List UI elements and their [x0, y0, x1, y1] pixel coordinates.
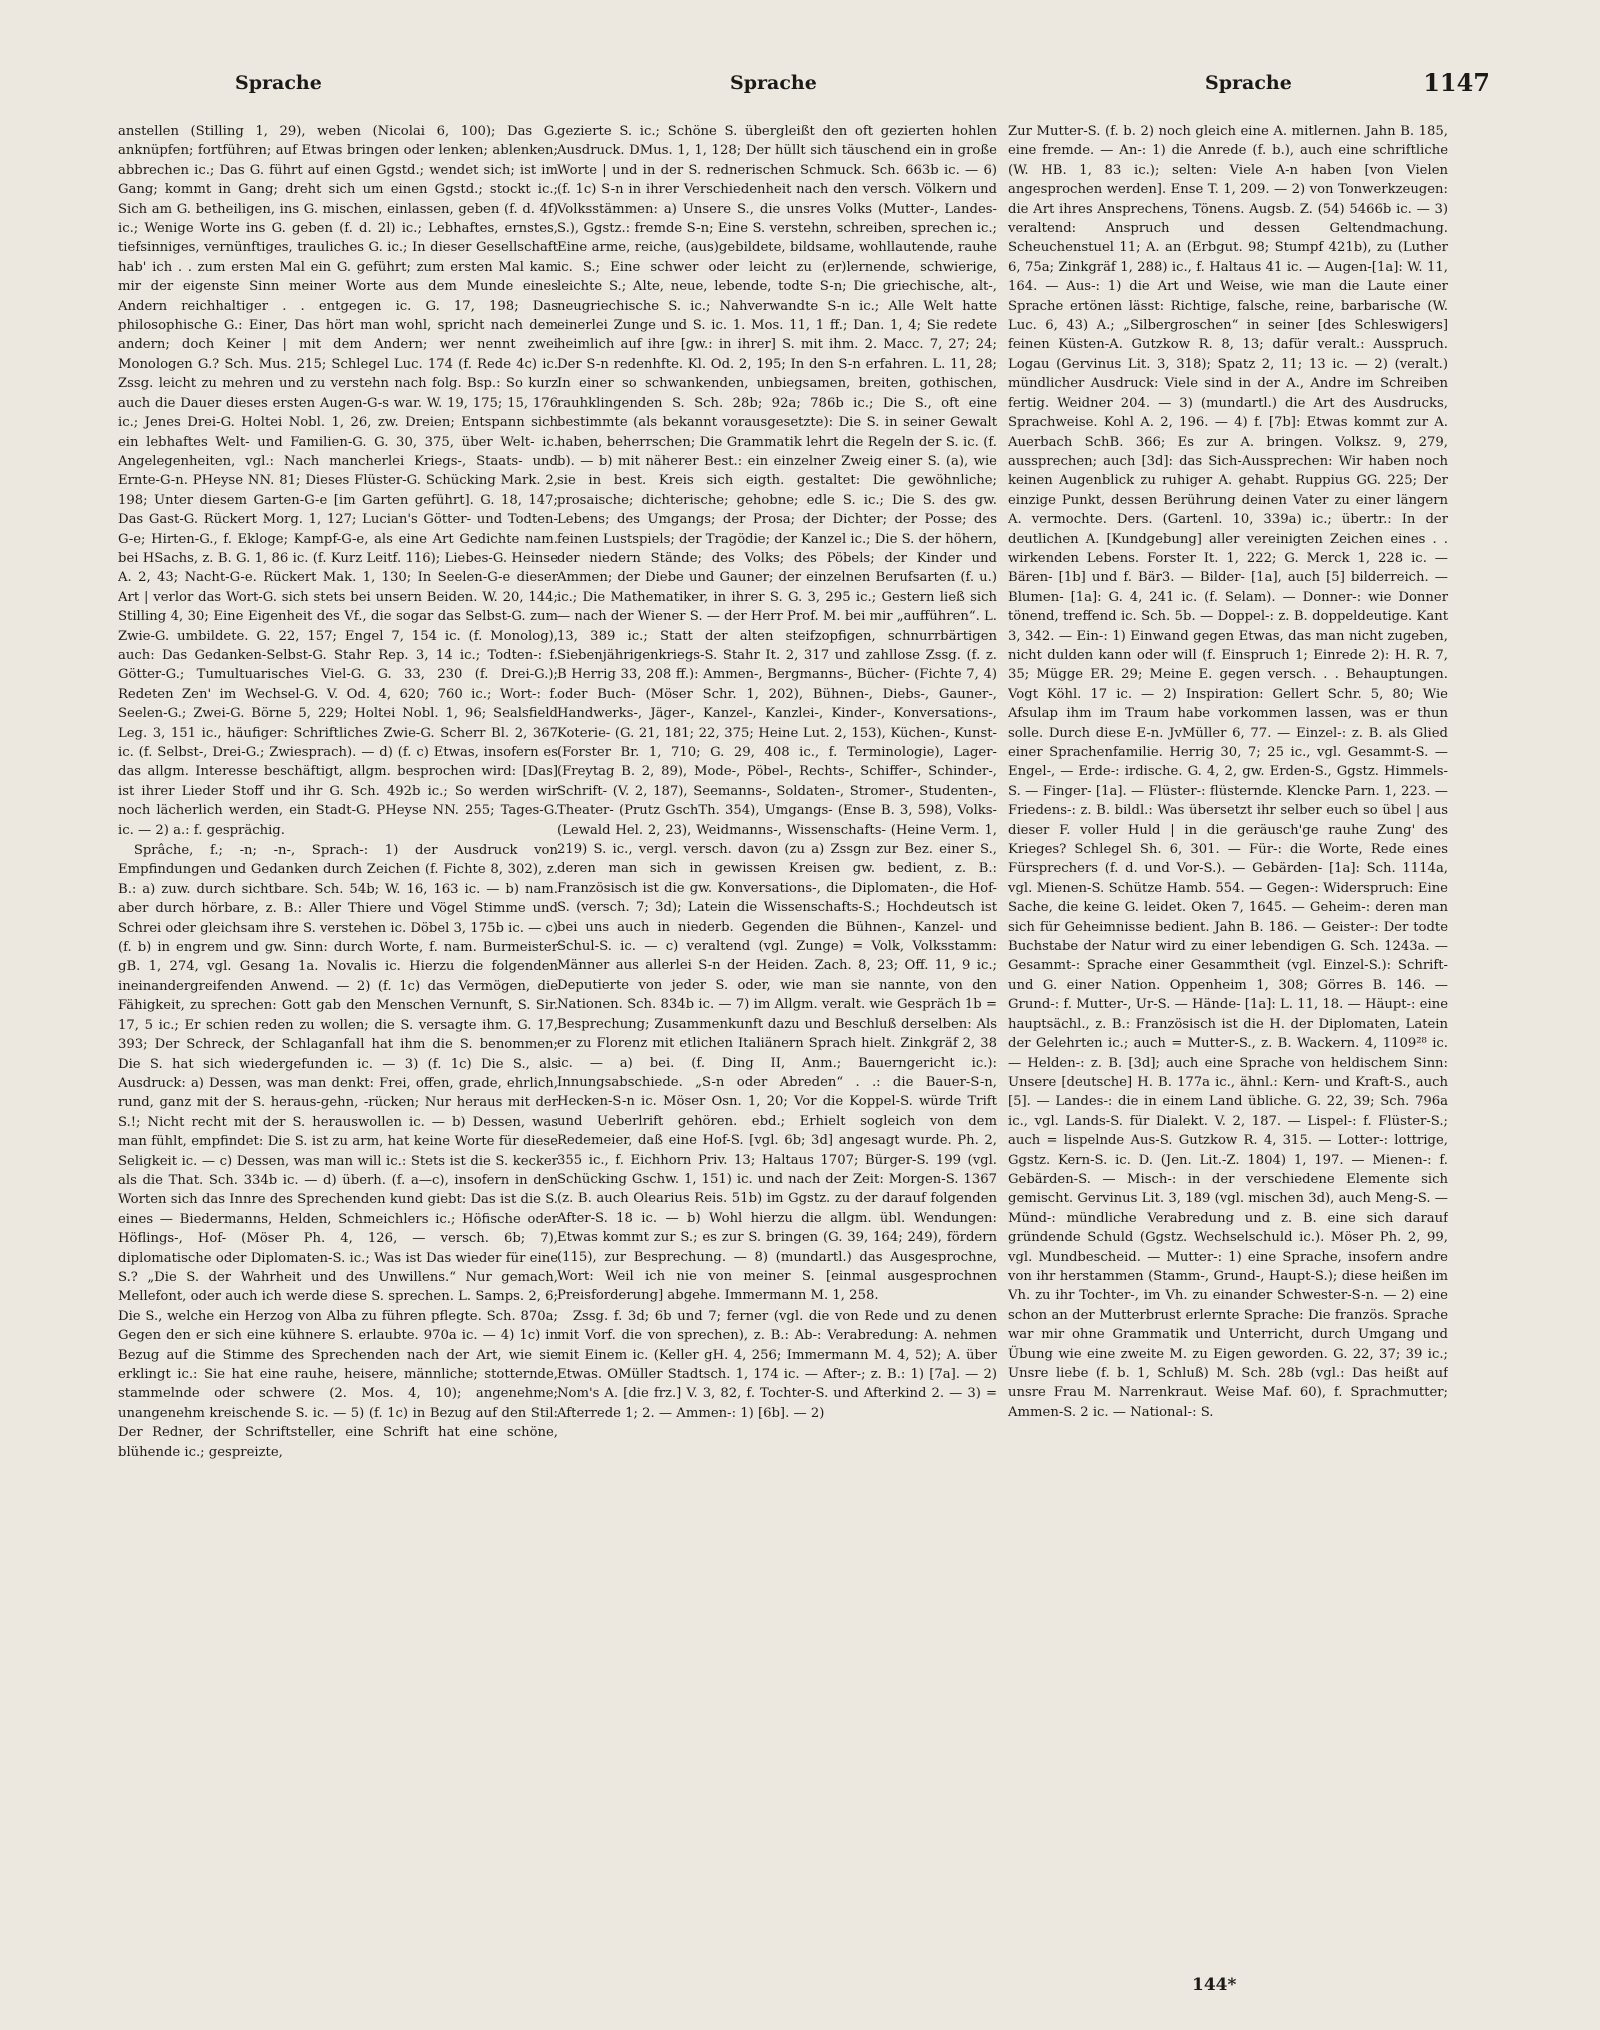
running-header: [110, 68, 1490, 106]
text-column-2: [557, 122, 997, 1967]
header-left-word: Sprache: [235, 72, 322, 94]
text-column-3: [1008, 122, 1448, 1967]
dictionary-entry-sprache: Sprâche, f.; -n; -n-, Sprach-: 1) der Ausdruck von Empfindungen und Gedanken durch Zeichen (f. Fichte 8, 302), z. B.: a) zuw. durch sichtbare. Sch. 54b; W. 16, 163 ic. — b) nam. aber durch hörbare, z. B.: Aller Thiere und Vögel Stimme und Schrei oder gleichsam ihre S. verstehen ic. Döbel 3, 175b ic. — c) (f. b) in engrem und gw. Sinn: durch Worte, f. nam. Burmeister gB. 1, 274, vgl. Gesang 1a. Novalis ic. Hierzu die folgenden ineinandergreifenden Anwend. — 2) (f. 1c) das Vermögen, die Fähigkeit, zu sprechen: Gott gab den Menschen Vernunft, S. Sir. 17, 5 ic.; Er schien reden zu wollen; die S. versagte ihm. G. 17, 393; Der Schreck, der Schlaganfall hat ihm die S. benommen; Die S. hat sich wiedergefunden ic. — 3) (f. 1c) Die S., als Ausdruck: a) Dessen, was man denkt: Frei, offen, grade, ehrlich, rund, ganz mit der S. heraus-gehn, -rücken; Nur heraus mit der S.!; Nicht recht mit der S. herauswollen ic. — b) Dessen, was man fühlt, empfindet: Die S. ist zu arm, hat keine Worte für diese Seligkeit ic. — c) Dessen, was man will ic.: Stets ist die S. kecker als die That. Sch. 334b ic. — d) überh. (f. a—c), insofern in den Worten sich das Innre des Sprechenden kund giebt: Das ist die S. eines — Biedermanns, Helden, Schmeichlers ic.; Höfische oder Höflings-, Hof- (Möser Ph. 4, 126, — versch. 6b; 7), diplomatische oder Diplomaten-S. ic.; Was ist Das wieder für eine S.? „Die S. der Wahrheit und des Unwillens.“ Nur gemach, Mellefont, oder auch ich werde diese S. sprechen. L. Samps. 2, 6; Die S., welche ein Herzog von Alba zu führen pflegte. Sch. 870a; Gegen den er sich eine kühnere S. erlaubte. 970a ic. — 4) 1c) in Bezug auf die Stimme des Sprechenden nach der Art, wie sie erklingt ic.: Sie hat eine rauhe, heisere, männliche; stotternde, stammelnde oder schwere (2. Mos. 4, 10); angenehme; unangenehm kreischende S. ic. — 5) (f. 1c) in Bezug auf den Stil: Der Redner, der Schriftsteller, eine Schrift hat eine schöne, blühende ic.; gespreizte,: [118, 843, 558, 1460]
column-paragraph: gezierte S. ic.; Schöne S. übergleißt den oft gezierten hohlen Ausdruck. DMus. 1, 1, 128; Der hüllt sich täuschend ein in große Worte | und in der S. rednerischen Schmuck. Sch. 663b ic. — 6) (f. 1c) S-n in ihrer Verschiedenheit nach den versch. Völkern und Volksstämmen: a) Unsere S., die unsres Volks (Mutter-, Landes-S.), Ggstz.: fremde S-n; Eine S. verstehn, schreiben, sprechen ic.; Eine arme, reiche, (aus)gebildete, bildsame, wohllautende, rauhe ic. S.; Eine schwer oder leicht zu (er)lernende, schwierige, leichte S.; Alte, neue, lebende, todte S-n; Die griechische, alt-, neugriechische S. ic.; Nahverwandte S-n ic.; Alle Welt hatte einerlei Zunge und S. ic. 1. Mos. 11, 1 ff.; Dan. 1, 4; Sie redete heimlich auf ihre [gw.: in ihrer] S. mit ihm. 2. Macc. 7, 27; 24; Der S-n redenhfte. Kl. Od. 2, 195; In den S-n erfahren. L. 11, 28; In einer so schwankenden, unbiegsamen, breiten, gothischen, rauhklingenden S. Sch. 28b; 92a; 786b ic.; Die S., oft eine bestimmte (als bekannt vorausgesetzte): Die S. in seiner Gewalt haben, beherrschen; Die Grammatik lehrt die Regeln der S. ic. (f. b). — b) mit näherer Best.: ein einzelner Zweig einer S. (a), wie sie in best. Kreis sich eigth. gestaltet: Die gewöhnliche; prosaische; dichterische; gehobne; edle S. ic.; Die S. des gw. Lebens; des Umgangs; der Prosa; der Dichter; der Posse; des feinen Lustspiels; der Tragödie; der Kanzel ic.; Die S. der höhern, der niedern Stände; des Volks; des Pöbels; der Kinder und Ammen; der Diebe und Gauner; der einzelnen Berufsarten (f. u.) ic.; Die Mathematiker, in ihrer S. G. 3, 295 ic.; Gestern ließ sich — nach der Wiener S. — der Herr Prof. M. bei mir „aufführen“. L. 13, 389 ic.; Statt der alten steifzopfigen, schnurrbärtigen Siebenjährigenkriegs-S. Stahr It. 2, 317 und zahllose Zssg. (f. z. B Herrig 33, 208 ff.): Ammen-, Bergmanns-, Bücher- (Fichte 7, 4) oder Buch- (Möser Schr. 1, 202), Bühnen-, Diebs-, Gauner-, Handwerks-, Jäger-, Kanzel-, Kanzlei-, Kinder-, Konversations-, Koterie- (G. 21, 181; 22, 375; Heine Lut. 2, 153), Küchen-, Kunst- (Forster Br. 1, 710; G. 29, 408 ic., f. Terminologie), Lager- (Freytag B. 2, 89), Mode-, Pöbel-, Rechts-, Schiffer-, Schinder-, Schrift- (V. 2, 187), Seemanns-, Soldaten-, Stromer-, Studenten-, Theater- (Prutz GschTh. 354), Umgangs- (Ense B. 3, 598), Volks- (Lewald Hel. 2, 23), Weidmanns-, Wissenschafts- (Heine Verm. 1, 219) S. ic., vergl. versch. davon (zu a) Zssgn zur Bez. einer S., deren man sich in gewissen Kreisen gw. bedient, z. B.: Französisch ist die gw. Konversations-, die Diplomaten-, die Hof-S. (versch. 7; 3d); Latein die Wissenschafts-S.; Hochdeutsch ist bei uns auch in niederb. Gegenden die Bühnen-, Kanzel- und Schul-S. ic. — c) veraltend (vgl. Zunge) = Volk, Volksstamm: Männer aus allerlei S-n der Heiden. Zach. 8, 23; Off. 11, 9 ic.; Deputierte von jeder S. oder, wie man sie nannte, von den Nationen. Sch. 834b ic. — 7) im Allgm. veralt. wie Gespräch 1b = Besprechung; Zusammenkunft dazu und Beschluß derselben: Als er zu Florenz mit etlichen Italiänern Sprach hielt. Zinkgräf 2, 38 ic. — a) bei. (f. Ding II, Anm.; Bauerngericht ic.): Innungsabschiede. „S-n oder Abreden“ . .: die Bauer-S-n, Hecken-S-n ic. Möser Osn. 1, 20; Vor die Koppel-S. würde Trift und Ueberlrift gehören. ebd.; Erhielt sogleich von dem Redemeier, daß eine Hof-S. [vgl. 6b; 3d] angesagt wurde. Ph. 2, 355 ic., f. Eichhorn Priv. 13; Haltaus 1707; Bürger-S. 199 (vgl. Schücking Gschw. 1, 151) ic. und nach der Zeit: Morgen-S. 1367 (z. B. auch Olearius Reis. 51b) im Ggstz. zu der darauf folgenden After-S. 18 ic. — b) Wohl hierzu die allgm. übl. Wendungen: Etwas kommt zur S.; es zur S. bringen (G. 39, 164; 249), fördern (115), zur Besprechung. — 8) (mundartl.) das Ausgesprochne, Wort: Weil ich nie von meiner S. [einmal ausgesprochnen Preisforderung] abgehe. Immermann M. 1, 258.: [557, 124, 997, 1304]
page-number: 1147: [1423, 68, 1490, 97]
header-right-word: Sprache: [1205, 72, 1292, 94]
header-center-word: Sprache: [730, 72, 817, 94]
column-paragraph: anstellen (Stilling 1, 29), weben (Nicolai 6, 100); Das G. anknüpfen; fortführen; auf Etwas bringen oder lenken; ablenken; abbrechen ic.; Das G. führt auf einen Ggstd.; wendet sich; ist im Gang; kommt in Gang; dreht sich um einen Ggstd.; stockt ic.; Sich am G. betheiligen, ins G. mischen, einlassen, geben (f. d. 4f) ic.; Wenige Worte ins G. geben (f. d. 2l) ic.; Lebhaftes, ernstes, tiefsinniges, vernünftiges, trauliches G. ic.; In dieser Gesellschaft hab' ich . . zum ersten Mal ein G. geführt; zum ersten Mal kam mir der eigenste Sinn meiner Worte aus dem Munde eines Andern reichhaltiger . . entgegen ic. G. 17, 198; Das philosophische G.: Einer, Das hört man wohl, spricht nach dem andern; doch Keiner | mit dem Andern; wer nennt zwei Monologen G.? Sch. Mus. 215; Schlegel Luc. 174 (f. Rede 4c) ic. Zssg. leicht zu mehren und zu verstehn nach folg. Bsp.: So kurz auch die Dauer dieses ersten Augen-G-s war. W. 19, 175; 15, 176 ic.; Jenes Drei-G. Holtei Nobl. 1, 26, zw. Dreien; Entspann sich ein lebhaftes Welt- und Familien-G. G. 30, 375, über Welt- ic. Angelegenheiten, vgl.: Nach mancherlei Kriegs-, Staats- und Ernte-G-n. PHeyse NN. 81; Dieses Flüster-G. Schücking Mark. 2, 198; Unter diesem Garten-G-e [im Garten geführt]. G. 18, 147; Das Gast-G. Rückert Morg. 1, 127; Lucian's Götter- und Todten-G-e; Hirten-G., f. Ekloge; Kampf-G-e, als eine Art Gedichte nam. bei HSachs, z. B. G. 1, 86 ic. (f. Kurz Leitf. 116); Liebes-G. Heinse A. 2, 43; Nacht-G-e. Rückert Mak. 1, 130; In Seelen-G-e dieser Art | verlor das Wort-G. sich stets bei unsern Beiden. W. 20, 144; Stilling 4, 30; Eine Eigenheit des Vf., die sogar das Selbst-G. zum Zwie-G. umbildete. G. 22, 157; Engel 7, 154 ic. (f. Monolog), auch: Das Gedanken-Selbst-G. Stahr Rep. 3, 14 ic.; Todten-: f. Götter-G.; Tumultuarisches Viel-G. G. 33, 230 (f. Drei-G.); Redeten Zen' im Wechsel-G. V. Od. 4, 620; 760 ic.; Wort-: f. Seelen-G.; Zwei-G. Börne 5, 229; Holtei Nobl. 1, 96; Sealsfield Leg. 3, 151 ic., häufiger: Schriftliches Zwie-G. Scherr Bl. 2, 367 ic. (f. Selbst-, Drei-G.; Zwiesprach). — d) (f. c) Etwas, insofern es das allgm. Interesse beschäftigt, allgm. besprochen wird: [Das] ist ihrer Lieder Stoff und ihr G. Sch. 492b ic.; So werden wir noch lächerlich werden, ein Stadt-G. PHeyse NN. 255; Tages-G. ic. — 2) a.: f. gesprächig.: [118, 124, 558, 838]
column-paragraph: Zur Mutter-S. (f. b. 2) noch gleich eine A. mitlernen. Jahn B. 185, eine fremde. — An-: 1) die Anrede (f. b.), auch eine schriftliche (W. HB. 1, 83 ic.); selten: Viele A-n haben [von Vielen angesprochen werden]. Ense T. 1, 209. — 2) von Tonwerkzeugen: die Art ihres Ansprechens, Tönens. Augsb. Z. (54) 5466b ic. — 3) veraltend: Anspruch und dessen Geltendmachung. Scheuchenstuel 11; A. an (Erbgut. 98; Stumpf 421b), zu (Luther 6, 75a; Zinkgräf 1, 288) ic., f. Haltaus 41 ic. — Augen-[1a]: W. 11, 164. — Aus-: 1) die Art und Weise, wie man die Laute einer Sprache ertönen lässt: Richtige, falsche, reine, barbarische (W. Luc. 6, 43) A.; „Silbergroschen“ in seiner [des Schleswigers] feinen Küsten-A. Gutzkow R. 8, 13; dafür veralt.: Ausspruch. Logau (Gervinus Lit. 3, 318); Spatz 2, 11; 13 ic. — 2) (veralt.) mündlicher Ausdruck: Viele sind in der A., Andre im Schreiben fertig. Weidner 204. — 3) (mundartl.) die Art des Ausdrucks, Sprachweise. Kohl A. 2, 196. — 4) f. [7b]: Etwas kommt zur A. Auerbach SchB. 366; Es zur A. bringen. Volksz. 9, 279, aussprechen; auch [3d]: das Sich-Aussprechen: Wir haben noch keinen Augenblick zu ruhiger A. gehabt. Ruppius GG. 225; Der einzige Punkt, dessen Berührung deinen Vater zu einer längern A. vermochte. Ders. (Gartenl. 10, 339a) ic.; übertr.: In der deutlichen A. [Kundgebung] aller vereinigten Zeichen eines . . wirkenden Lebens. Forster It. 1, 222; G. Merck 1, 228 ic. — Bären- [1b] und f. Bär3. — Bilder- [1a], auch [5] bilderreich. — Blumen- [1a]: G. 4, 241 ic. (f. Selam). — Donner-: wie Donner tönend, treffend ic. Sch. 5b. — Doppel-: z. B. doppeldeutige. Kant 3, 342. — Ein-: 1) Einwand gegen Etwas, das man nicht zugeben, nicht dulden kann oder will (f. Einspruch 1; Einrede 2): H. R. 7, 35; Mügge ER. 29; Meine E. gegen versch. . . Behauptungen. Vogt Köhl. 17 ic. — 2) Inspiration: Gellert Schr. 5, 80; Wie Afsulap ihm im Traum habe vorkommen lassen, was er thun solle. Durch diese E-n. JvMüller 6, 77. — Einzel-: z. B. als Glied einer Sprachenfamilie. Herrig 30, 7; 25 ic., vgl. Gesammt-S. — Engel-, — Erde-: irdische. G. 4, 2, gw. Erden-S., Ggstz. Himmels-S. — Finger- [1a]. — Flüster-: flüsternde. Klencke Parn. 1, 223. — Friedens-: z. B. bildl.: Was übersetzt ihr selber euch so übel | aus dieser F. voller Huld | in die geräusch'ge rauhe Zung' des Krieges? Schlegel Sh. 6, 301. — Für-: die Worte, Rede eines Fürsprechers (f. d. und Vor-S.). — Gebärden- [1a]: Sch. 1114a, vgl. Mienen-S. Schütze Hamb. 554. — Gegen-: Widerspruch: Eine Sache, die keine G. leidet. Oken 7, 1645. — Geheim-: deren man sich für Geheimnisse bedient. Jahn B. 186. — Geister-: Der todte Buchstabe der Natur wird zu einer lebendigen G. Sch. 1243a. — Gesammt-: Sprache einer Gesammtheit (vgl. Einzel-S.): Schrift- und G. einer Nation. Oppenheim 1, 308; Görres B. 146. — Grund-: f. Mutter-, Ur-S. — Hände- [1a]: L. 11, 18. — Häupt-: eine hauptsächl., z. B.: Französisch ist die H. der Diplomaten, Latein der Gelehrten ic.; auch = Mutter-S., z. B. Wackern. 4, 1109²⁸ ic. — Helden-: z. B. [3d]; auch eine Sprache von heldischem Sinn: Unsere [deutsche] H. B. 177a ic., ähnl.: Kern- und Kraft-S., auch [5]. — Landes-: die in einem Land übliche. G. 22, 39; Sch. 796a ic., vgl. Lands-S. für Dialekt. V. 2, 187. — Lispel-: f. Flüster-S.; auch = lispelnde Aus-S. Gutzkow R. 4, 315. — Lotter-: lottrige, Ggstz. Kern-S. ic. D. (Jen. Lit.-Z. 1804) 1, 197. — Mienen-: f. Gebärden-S. — Misch-: in der verschiedene Elemente sich gemischt. Gervinus Lit. 3, 189 (vgl. mischen 3d), auch Meng-S. — Münd-: mündliche Verabredung und z. B. eine sich darauf gründende Schuld (Ggstz. Wechselschuld ic.). Möser Ph. 2, 99, vgl. Mundbescheid. — Mutter-: 1) eine Sprache, insofern andre von ihr herstammen (Stamm-, Grund-, Haupt-S.); diese heißen im Vh. zu ihr Tochter-, im Vh. zu einander Schwester-S-n. — 2) eine schon an der Mutterbrust erlernte Sprache: Die französ. Sprache war mir ohne Grammatik und Unterricht, durch Umgang und Übung wie eine zweite M. zu Eigen geworden. G. 22, 37; 39 ic.; Unsre liebe (f. b. 1, Schluß) M. Sch. 28b (vgl.: Das heißt auf unsre Frau M. Narrenkraut. Weise Maf. 60), f. Sprachmutter; Ammen-S. 2 ic. — National-: S.: [1008, 124, 1448, 1420]
signature-mark: 144*: [1192, 1975, 1237, 1995]
dictionary-entry-compounds: Zssg. f. 3d; 6b und 7; ferner (vgl. die von Rede und zu denen mit Vorf. die von sprechen), z. B.: Ab-: Verabredung: A. nehmen mit Einem ic. (Keller gH. 4, 256; Immermann M. 4, 52); A. über Etwas. OMüller Stadtsch. 1, 174 ic. — After-; z. B.: 1) [7a]. — 2) Nom's A. [die frz.] V. 3, 82, f. Tochter-S. und Afterkind 2. — 3) = Afterrede 1; 2. — Ammen-: 1) [6b]. — 2): [557, 1308, 997, 1421]
text-column-1: [118, 122, 558, 1967]
